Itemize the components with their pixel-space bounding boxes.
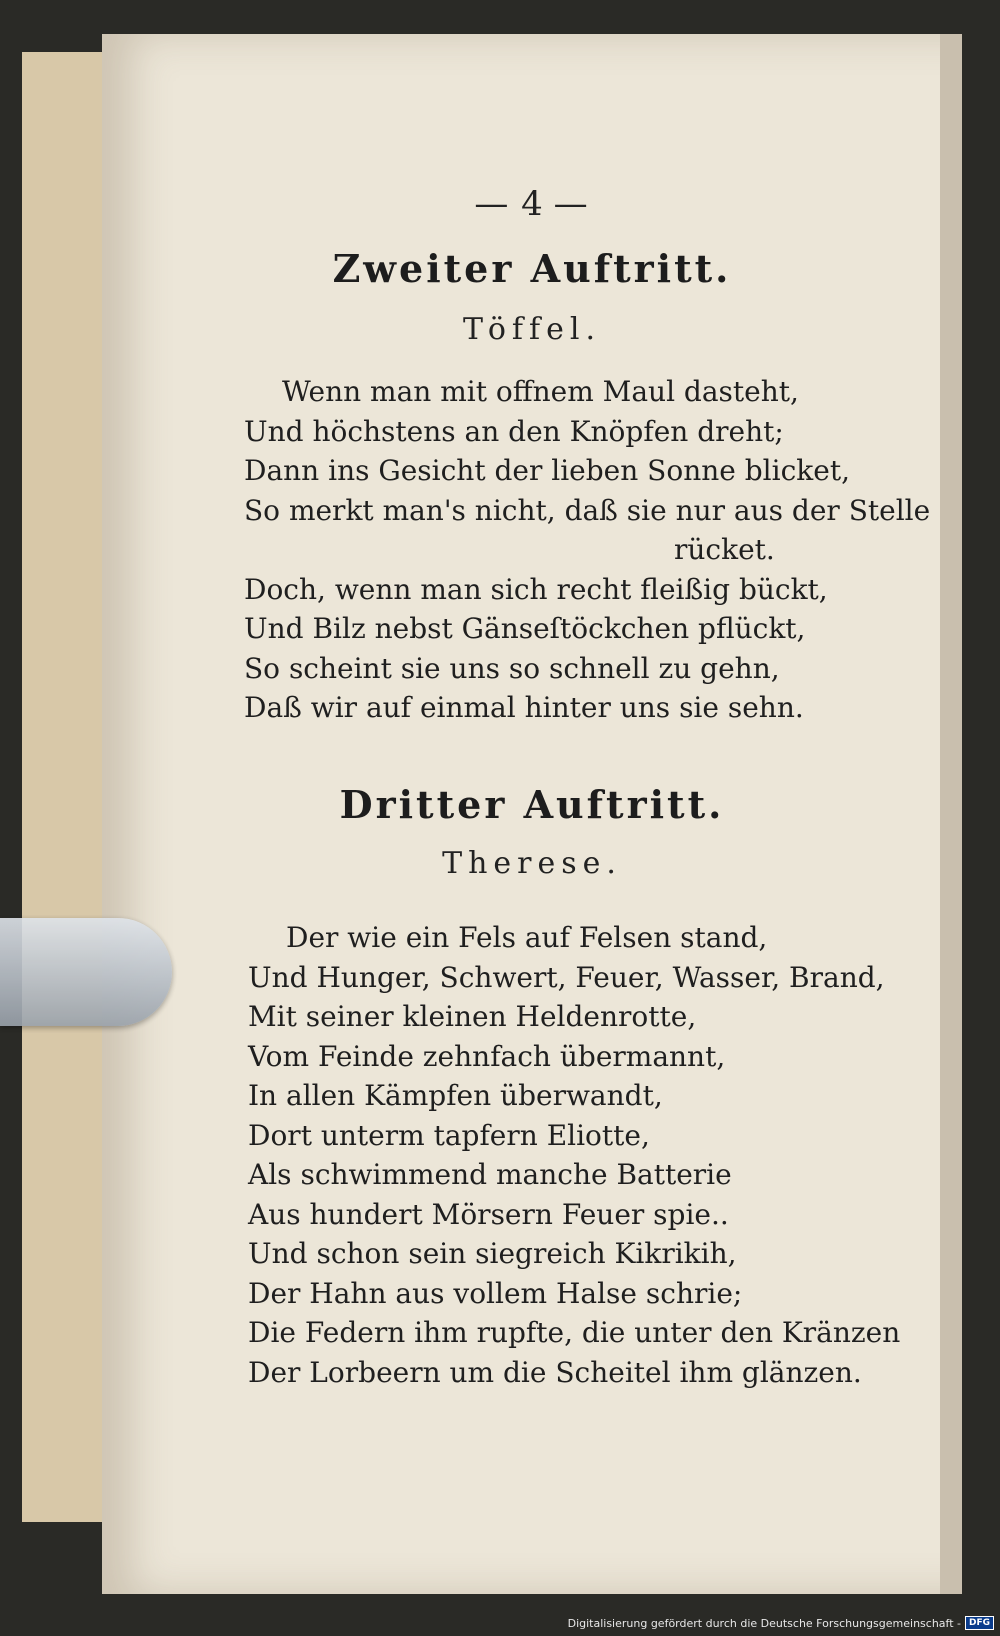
- verse-line: Aus hundert Mörsern Feuer spie..: [248, 1197, 729, 1231]
- verse-line: Mit seiner kleinen Heldenrotte,: [248, 1000, 697, 1033]
- verse-line: In allen Kämpfen überwandt,: [248, 1079, 663, 1112]
- digitization-credit: [568, 1614, 994, 1632]
- page-number-dash-left: —: [474, 184, 511, 224]
- scene-2-speaker: Töffel.: [462, 312, 601, 347]
- dfg-logo: DFG: [965, 1616, 994, 1630]
- verse-line: So merkt man's nicht, daß sie nur aus der Stelle: [244, 493, 931, 527]
- verse-line: Die Federn ihm rupfte, die unter den Kränzen: [248, 1316, 901, 1349]
- verse-line: Daß wir auf einmal hinter uns sie sehn.: [244, 691, 804, 724]
- verse-line: Und höchstens an den Knöpfen dreht;: [244, 414, 784, 448]
- verse-line: Doch, wenn man sich recht fleißig bückt,: [244, 572, 828, 606]
- verse-line: Der Hahn aus vollem Halse schrie;: [248, 1276, 743, 1310]
- book-page: [102, 34, 962, 1594]
- scene-3-speaker: Therese.: [442, 846, 622, 881]
- page-number-value: 4: [521, 184, 543, 224]
- verse-line: Der Lorbeern um die Scheitel ihm glänzen.: [248, 1355, 862, 1389]
- verse-line: Als schwimmend manche Batterie: [248, 1158, 732, 1191]
- scene-3-verse: [248, 918, 900, 1392]
- verse-line: Der wie ein Fels auf Felsen stand,: [286, 921, 768, 954]
- verse-line: Vom Feinde zehnfach übermannt,: [248, 1039, 726, 1073]
- page-number: [102, 184, 962, 224]
- verse-line: Dann ins Gesicht der lieben Sonne blicket,: [244, 454, 850, 487]
- scene-2-title: Zweiter Auftritt.: [332, 246, 732, 291]
- scene-2-verse: [244, 372, 930, 728]
- verse-line-continuation: rücket.: [674, 533, 775, 566]
- verse-line: So scheint sie uns so schnell zu gehn,: [244, 651, 780, 685]
- page-number-dash-right: —: [553, 184, 590, 224]
- verse-line: Und Hunger, Schwert, Feuer, Wasser, Brand,: [248, 960, 885, 994]
- page-clip: [0, 918, 172, 1026]
- scene-3-title: Dritter Auftritt.: [339, 782, 725, 827]
- verse-line: Und Bilz nebst Gänseſtöckchen pflückt,: [244, 612, 806, 645]
- verse-line: Wenn man mit offnem Maul dasteht,: [282, 375, 799, 408]
- verse-line: Dort unterm tapfern Eliotte,: [248, 1118, 650, 1152]
- credit-text: Digitalisierung gefördert durch die Deutsche Forschungsgemeinschaft -: [567, 1616, 961, 1630]
- verse-line: Und schon sein siegreich Kikrikih,: [248, 1237, 737, 1270]
